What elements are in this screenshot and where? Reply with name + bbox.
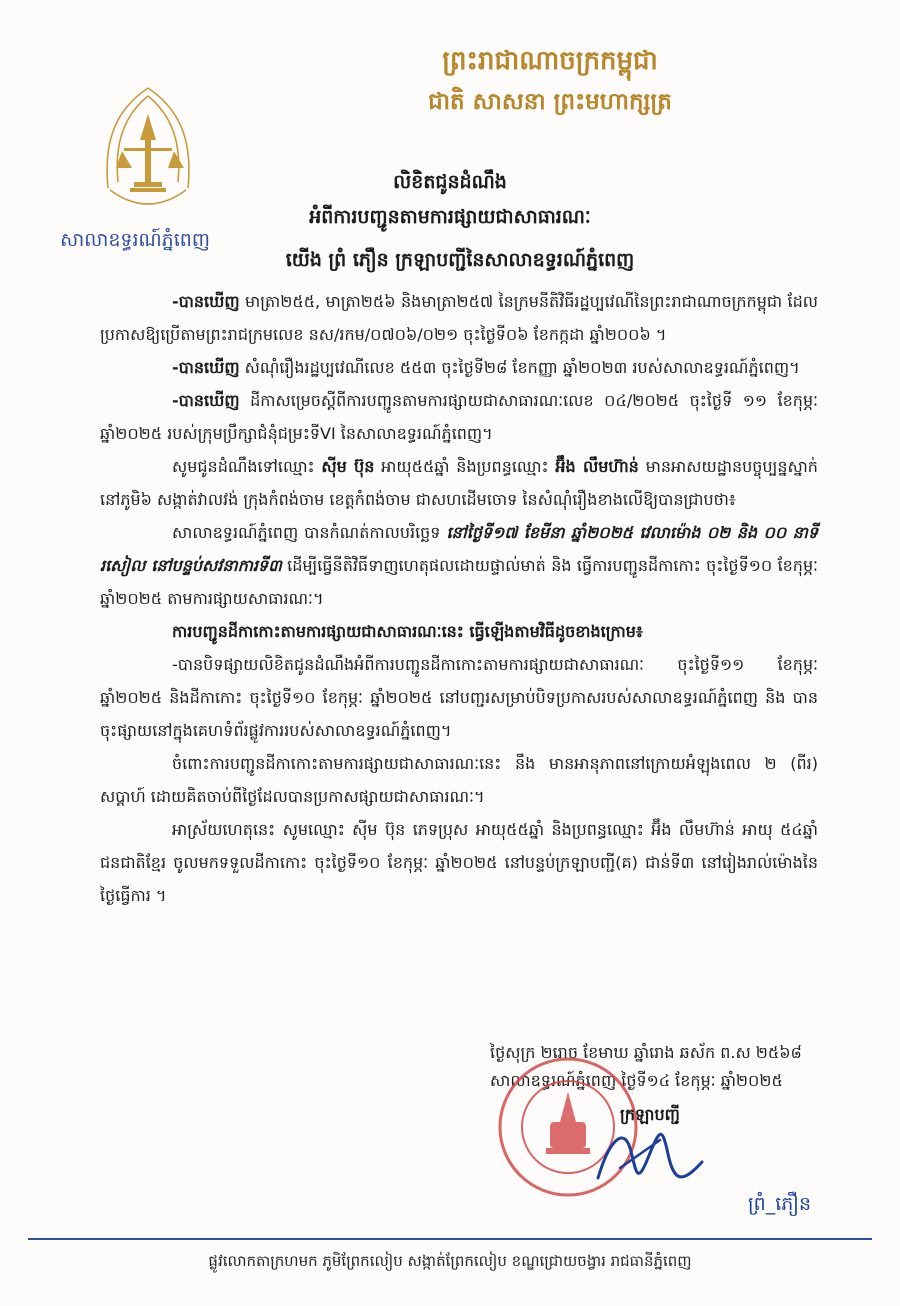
hearing-datetime: នៅថ្ងៃទី១៧ ខែមីនា ឆ្នាំ២០២៥ វេលាម៉ោង ០២ និង ០០ នាទី រសៀល នៅបន្ទប់សវនាការទី៣ xyxy=(100,523,818,575)
party-name-2: អ៊ឹង លឹមហ៊ាន់ xyxy=(555,457,639,476)
paragraph-text: សូមជូនដំណឹងទៅឈ្មោះ xyxy=(172,457,322,476)
paragraph-text: មានអាសយដ្ឋានបច្ចុប្បន្នស្នាក់នៅភូមិ៦ សង្កាត់វាលវង់ ក្រុងកំពង់ចាម ខេត្តកំពង់ចាម ជាសហដើមចោទ នៃសំណុំរឿងខាងលើឱ្យបានជ្រាបថា៖ xyxy=(100,457,818,509)
lunar-date: ថ្ងៃសុក្រ ២រោច ខែមាឃ ឆ្នាំរោង ឆស័ក ព.ស ២៥៦៨ xyxy=(490,1043,802,1062)
footer-divider xyxy=(28,1238,872,1240)
paragraph-text: សាលាឧទ្ធរណ៍ភ្នំពេញ បានកំណត់កាលបរិច្ឆេទ xyxy=(172,523,447,542)
kingdom-heading: ព្រះរាជាណាចក្រកម្ពុជា xyxy=(442,46,658,76)
paragraph-text: ដីកាសម្រេចស្តីពីការបញ្ជូនតាមការផ្សាយជាសាធារណៈលេខ ០៤/២០២៥ ចុះថ្ងៃទី ១១ ខែកុម្ភៈ ឆ្នាំ២០២៥ របស់ក្រុមប្រឹក្សាជំនុំជម្រះទីVI នៃសាលាឧទ្ធរណ៍ភ្នំពេញ។ xyxy=(100,391,818,443)
paragraph-text: ដើម្បីធ្វើនីតិវិធីទាញហេតុផលដោយផ្ទាល់មាត់ និង ធ្វើការបញ្ជូនដីកាកោះ ចុះថ្ងៃទី១០ ខែកុម្ភៈ ឆ្នាំ២០២៥ តាមការផ្សាយសាធារណៈ។ xyxy=(100,556,818,608)
seen-label: -បានឃើញ xyxy=(172,292,240,311)
paragraph-posting: -បានបិទផ្សាយលិខិតជូនដំណឹងអំពីការបញ្ជូនដីកាកោះតាមការផ្សាយជាសាធារណៈ ចុះថ្ងៃទី១១ ខែកុម្ភៈ ឆ្នាំ២០២៥ និងដីកាកោះ ចុះថ្ងៃទី១០ ខែកុម្ភៈ ឆ្នាំ២០២៥ នៅបញ្ជរសម្រាប់បិទប្រកាសរបស់សាលាឧទ្ធរណ៍ភ្នំពេញ និង បានចុះផ្សាយនៅក្នុងគេហទំព័រផ្លូវការរបស់សាលាឧទ្ធរណ៍ភ្នំពេញ។ xyxy=(100,655,818,740)
solar-date: សាលាឧទ្ធរណ៍ភ្នំពេញ ថ្ងៃទី១៤ ខែកុម្ភៈ ឆ្នាំ២០២៥ xyxy=(490,1071,783,1090)
signature xyxy=(590,1118,710,1196)
seen-label: -បានឃើញ xyxy=(172,391,240,410)
method-heading: ការបញ្ជូនដីកាកោះតាមការផ្សាយជាសាធារណៈនេះ ធ្វើឡើងតាមវិធីដូចខាងក្រោម៖ xyxy=(172,622,643,641)
paragraph-notice xyxy=(100,450,818,516)
paragraph-text: មាត្រា២៥៥, មាត្រា២៥៦ និងមាត្រា២៥៧ នៃក្រមនីតិវិធីរដ្ឋប្បវេណីនៃព្រះរាជាណាចក្រកម្ពុជា ដែលប្រកាសឱ្យប្រើតាមព្រះរាជក្រមលេខ នស/រកម/០៧០៦/០២១ ចុះថ្ងៃទី០៦ ខែកក្កដា ឆ្នាំ២០០៦ ។ xyxy=(100,292,818,344)
paragraph-effect: ចំពោះការបញ្ជូនដីកាកោះតាមការផ្សាយជាសាធារណៈនេះ នឹង មានអានុភាពនៅក្រោយអំឡុងពេល ២ (ពីរ) សប្តាហ៍ ដោយគិតចាប់ពីថ្ងៃដែលបានប្រកាសផ្សាយជាសាធារណៈ។ xyxy=(100,754,818,806)
seen-label: -បានឃើញ xyxy=(172,358,240,377)
national-motto: ជាតិ សាសនា ព្រះមហាក្សត្រ xyxy=(428,89,672,115)
paragraph-seen-3 xyxy=(100,384,818,450)
paragraph-hearing xyxy=(100,516,818,615)
issuer-line: យើង ព្រំ ភឿន ក្រឡាបញ្ជីនៃសាលាឧទ្ធរណ៍ភ្នំពេញ xyxy=(285,249,635,271)
paragraph-text: សំណុំរឿងរដ្ឋប្បវេណីលេខ ៥៥៣ ចុះថ្ងៃទី២៨ ខែកញ្ញា ឆ្នាំ២០២៣ របស់សាលាឧទ្ធរណ៍ភ្នំពេញ។ xyxy=(239,358,800,377)
paragraph-summons: អាស្រ័យហេតុនេះ សូមឈ្មោះ ស៊ីម ប៊ុន ភេទប្រុស អាយុ៥៥ឆ្នាំ និងប្រពន្ធឈ្មោះ អ៊ឹង លឹមហ៊ាន់ អាយុ ៥៤ឆ្នាំ ជនជាតិខ្មែរ ចូលមកទទួលដីកាកោះ ចុះថ្ងៃទី១០ ខែកុម្ភៈ ឆ្នាំ២០២៥ នៅបន្ទប់ក្រឡាបញ្ជី(គ) ជាន់ទី៣ នៅរៀងរាល់ម៉ោងនៃថ្ងៃធ្វើការ ។ xyxy=(100,820,818,905)
footer-address: ផ្លូវលោកតាក្រហមក ភូមិព្រែកលៀប សង្កាត់ព្រែកលៀប ខណ្ឌជ្រោយចង្វារ រាជធានីភ្នំពេញ xyxy=(208,1252,692,1270)
party-name-1: ស៊ីម ប៊ុន xyxy=(321,457,375,476)
clerk-role: ក្រឡាបញ្ជី xyxy=(620,1105,680,1124)
document-body xyxy=(100,285,818,912)
paragraph-seen-2 xyxy=(100,351,818,384)
paragraph-seen-1 xyxy=(100,285,818,351)
document-title: លិខិតជូនដំណឹង xyxy=(393,171,507,193)
paragraph-text: អាយុ៥៥ឆ្នាំ និងប្រពន្ធឈ្មោះ xyxy=(374,457,556,476)
court-name: សាលាឧទ្ធរណ៍ភ្នំពេញ xyxy=(60,229,210,251)
document-subject: អំពីការបញ្ជូនតាមការផ្សាយជាសាធារណៈ xyxy=(309,206,591,228)
signer-name: ព្រំ_ភឿន xyxy=(748,1193,812,1215)
